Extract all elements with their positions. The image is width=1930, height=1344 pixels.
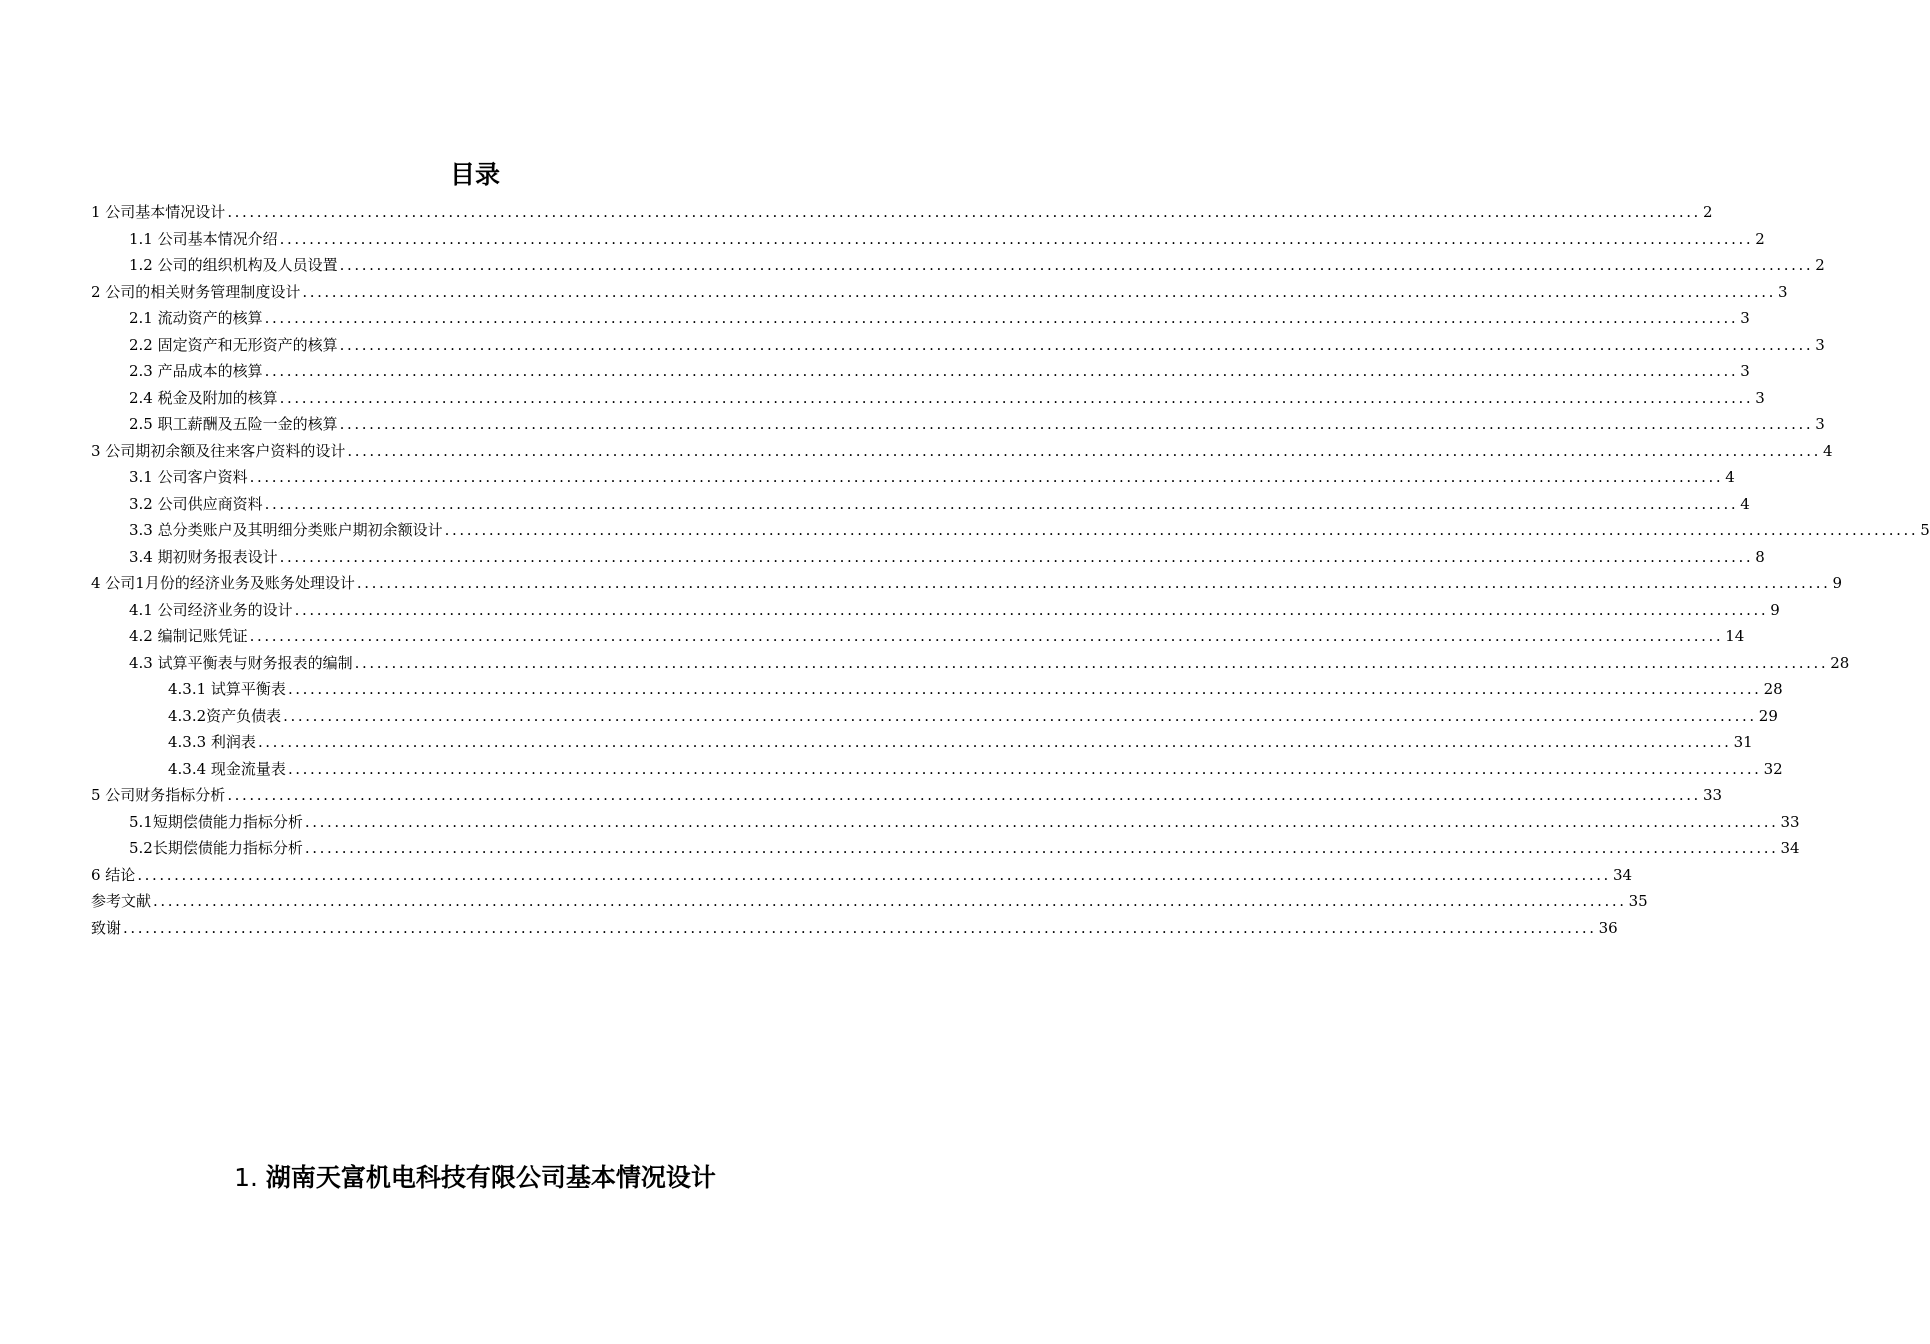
toc-entry-title: 4 公司1月份的经济业务及账务处理设计 <box>91 574 355 592</box>
toc-entry[interactable] <box>91 199 1713 226</box>
toc-entry[interactable] <box>91 782 1723 809</box>
toc-entry-title: 2.3 产品成本的核算 <box>129 362 263 380</box>
toc-entry[interactable] <box>91 544 1765 571</box>
toc-entry-title: 5.1短期偿债能力指标分析 <box>129 812 303 831</box>
toc-page-number: 8 <box>1755 547 1765 566</box>
toc-leader-dots: ........................................................................................................................................................................................................ <box>279 547 1754 566</box>
toc-entry[interactable] <box>91 385 1765 412</box>
toc-entry-title: 1.2 公司的组织机构及人员设置 <box>129 256 338 274</box>
toc-entry-title: 4.3 试算平衡表与财务报表的编制 <box>129 653 353 672</box>
toc-entry-title: 3.1 公司客户资料 <box>129 468 248 486</box>
toc-entry-title: 3.2 公司供应商资料 <box>129 494 263 513</box>
toc-page-number: 36 <box>1598 918 1618 937</box>
toc-leader-dots: ........................................................................................................................................................................................................ <box>339 256 1814 274</box>
toc-entry-title: 3.3 总分类账户及其明细分类账户期初余额设计 <box>129 521 443 539</box>
toc-page-number: 2 <box>1815 256 1825 274</box>
toc-entry-title: 5 公司财务指标分析 <box>91 786 226 804</box>
toc-entry[interactable] <box>91 809 1800 836</box>
toc-entry-title: 2.2 固定资产和无形资产的核算 <box>129 335 338 354</box>
toc-page-number: 4 <box>1740 494 1750 513</box>
toc-entry-title: 2.1 流动资产的核算 <box>129 309 263 327</box>
toc-entry[interactable] <box>91 438 1833 465</box>
toc-leader-dots: ........................................................................................................................................................................................................ <box>249 627 1724 645</box>
toc-entry-title: 1.1 公司基本情况介绍 <box>129 229 278 248</box>
toc-leader-dots: ........................................................................................................................................................................................................ <box>264 309 1739 327</box>
toc-entry[interactable] <box>91 411 1825 438</box>
toc-leader-dots: ........................................................................................................................................................................................................ <box>137 865 1611 884</box>
toc-leader-dots: ........................................................................................................................................................................................................ <box>227 203 1701 221</box>
toc-leader-dots: ........................................................................................................................................................................................................ <box>153 892 1627 910</box>
toc-entry-title: 4.3.1 试算平衡表 <box>168 680 286 698</box>
toc-leader-dots: ........................................................................................................................................................................................................ <box>264 494 1739 513</box>
toc-entry-title: 3 公司期初余额及往来客户资料的设计 <box>91 441 346 460</box>
toc-entry-title: 1 公司基本情况设计 <box>91 203 226 221</box>
toc-leader-dots: ........................................................................................................................................................................................................ <box>354 653 1829 672</box>
toc-entry-title: 3.4 期初财务报表设计 <box>129 547 278 566</box>
toc-entry[interactable] <box>91 279 1788 306</box>
toc-entry-title: 4.1 公司经济业务的设计 <box>129 600 293 619</box>
toc-entry[interactable] <box>91 888 1648 915</box>
table-of-contents <box>91 199 1930 941</box>
toc-page-number: 9 <box>1832 574 1843 592</box>
toc-page-number: 5 <box>1920 521 1930 539</box>
toc-entry[interactable] <box>91 517 1930 544</box>
toc-leader-dots: ........................................................................................................................................................................................................ <box>279 229 1754 248</box>
toc-page-number: 33 <box>1702 786 1723 804</box>
toc-page-number: 33 <box>1780 812 1800 831</box>
toc-leader-dots: ........................................................................................................................................................................................................ <box>302 282 1776 301</box>
toc-leader-dots: ........................................................................................................................................................................................................ <box>444 521 1919 539</box>
toc-page-number: 4 <box>1822 441 1833 460</box>
toc-entry-title: 5.2长期偿债能力指标分析 <box>129 839 303 857</box>
toc-page-number: 3 <box>1755 388 1765 407</box>
toc-page-number: 3 <box>1777 282 1788 301</box>
toc-entry-title: 2 公司的相关财务管理制度设计 <box>91 282 301 301</box>
toc-leader-dots: ........................................................................................................................................................................................................ <box>304 812 1779 831</box>
toc-entry-title: 4.2 编制记账凭证 <box>129 627 248 645</box>
toc-leader-dots: ........................................................................................................................................................................................................ <box>123 918 1597 937</box>
toc-entry[interactable] <box>91 915 1618 942</box>
toc-entry[interactable] <box>91 703 1778 730</box>
toc-leader-dots: ........................................................................................................................................................................................................ <box>227 786 1701 804</box>
toc-leader-dots: ........................................................................................................................................................................................................ <box>283 706 1757 725</box>
toc-entry-title: 4.3.3 利润表 <box>168 733 256 751</box>
toc-entry-title: 参考文献 <box>91 892 152 910</box>
toc-leader-dots: ........................................................................................................................................................................................................ <box>356 574 1831 592</box>
toc-entry[interactable] <box>91 464 1735 491</box>
toc-entry[interactable] <box>91 570 1843 597</box>
toc-entry[interactable] <box>91 491 1750 518</box>
toc-page-number: 3 <box>1815 335 1825 354</box>
toc-page-number: 28 <box>1763 680 1783 698</box>
toc-entry[interactable] <box>91 226 1765 253</box>
toc-entry[interactable] <box>91 756 1783 783</box>
toc-page-number: 3 <box>1815 415 1825 433</box>
toc-leader-dots: ........................................................................................................................................................................................................ <box>287 759 1762 778</box>
toc-leader-dots: ........................................................................................................................................................................................................ <box>249 468 1724 486</box>
toc-entry-title: 2.5 职工薪酬及五险一金的核算 <box>129 415 338 433</box>
toc-page-number: 34 <box>1612 865 1633 884</box>
toc-page-number: 34 <box>1780 839 1800 857</box>
toc-page-number: 31 <box>1733 733 1753 751</box>
toc-leader-dots: ........................................................................................................................................................................................................ <box>257 733 1732 751</box>
toc-entry[interactable] <box>91 623 1745 650</box>
toc-entry[interactable] <box>91 862 1633 889</box>
toc-leader-dots: ........................................................................................................................................................................................................ <box>294 600 1769 619</box>
toc-page-number: 4 <box>1725 468 1735 486</box>
toc-page-number: 3 <box>1740 309 1750 327</box>
toc-entry[interactable] <box>91 305 1750 332</box>
toc-page-number: 3 <box>1740 362 1750 380</box>
toc-entry-title: 4.3.4 现金流量表 <box>168 759 286 778</box>
toc-leader-dots: ........................................................................................................................................................................................................ <box>339 335 1814 354</box>
toc-entry[interactable] <box>91 332 1825 359</box>
toc-page-number: 14 <box>1725 627 1745 645</box>
toc-entry[interactable] <box>91 835 1800 862</box>
toc-leader-dots: ........................................................................................................................................................................................................ <box>339 415 1814 433</box>
section-number: 1. <box>234 1163 258 1192</box>
toc-leader-dots: ........................................................................................................................................................................................................ <box>347 441 1821 460</box>
toc-page-number: 9 <box>1770 600 1780 619</box>
section-title: 湖南天富机电科技有限公司基本情况设计 <box>265 1163 716 1192</box>
toc-page-number: 28 <box>1830 653 1850 672</box>
toc-entry-title: 4.3.2资产负债表 <box>168 706 282 725</box>
toc-entry[interactable] <box>91 597 1780 624</box>
toc-entry[interactable] <box>91 676 1783 703</box>
toc-leader-dots: ........................................................................................................................................................................................................ <box>264 362 1739 380</box>
toc-entry[interactable] <box>91 252 1825 279</box>
toc-page-number: 35 <box>1628 892 1648 910</box>
toc-title: 目录 <box>449 160 500 189</box>
toc-entry[interactable] <box>91 358 1750 385</box>
toc-entry[interactable] <box>91 729 1753 756</box>
toc-page-number: 2 <box>1702 203 1713 221</box>
toc-leader-dots: ........................................................................................................................................................................................................ <box>279 388 1754 407</box>
toc-page-number: 32 <box>1763 759 1783 778</box>
toc-leader-dots: ........................................................................................................................................................................................................ <box>287 680 1762 698</box>
toc-entry-title: 2.4 税金及附加的核算 <box>129 388 278 407</box>
toc-entry-title: 致谢 <box>91 918 122 937</box>
toc-leader-dots: ........................................................................................................................................................................................................ <box>304 839 1779 857</box>
toc-page-number: 2 <box>1755 229 1765 248</box>
toc-page-number: 29 <box>1758 706 1778 725</box>
section-heading <box>0 1158 950 1194</box>
toc-entry[interactable] <box>91 650 1850 677</box>
toc-entry-title: 6 结论 <box>91 865 136 884</box>
